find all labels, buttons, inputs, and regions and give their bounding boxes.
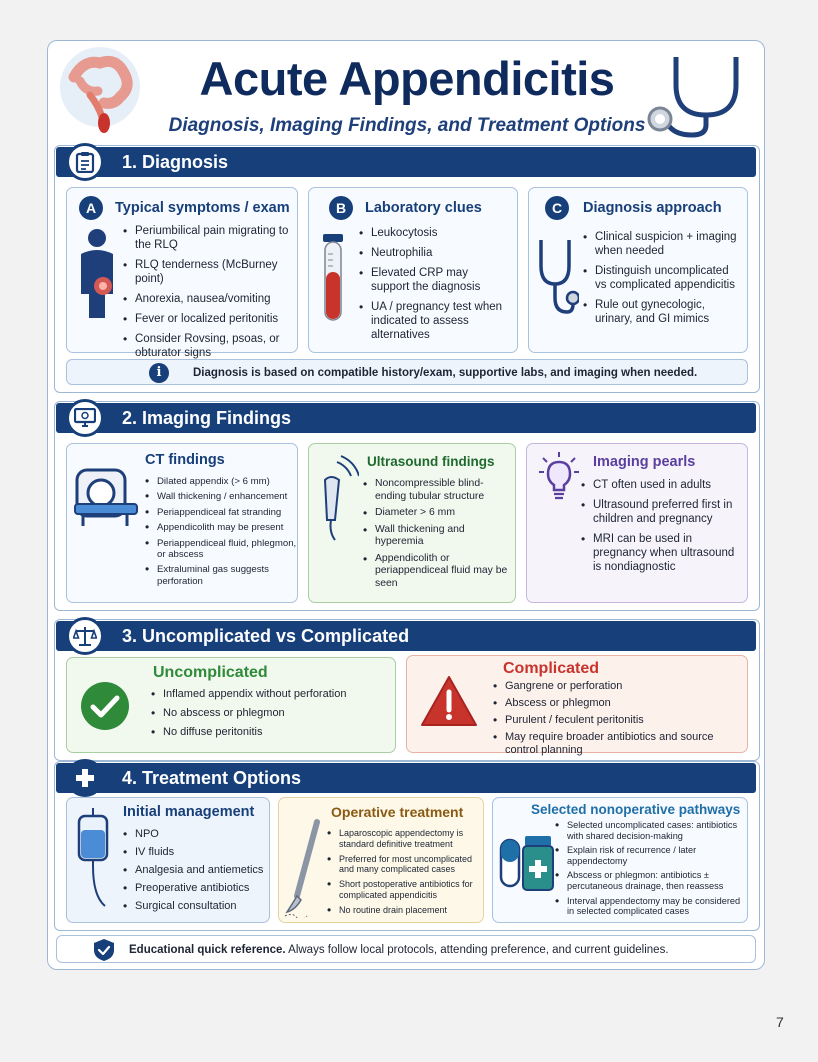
- nonoperative-list: [555, 820, 745, 921]
- list-item: • Periumbilical pain migrating to the RLQ: [123, 224, 295, 252]
- ultrasound-box: [308, 443, 516, 603]
- header: [48, 41, 765, 145]
- list-item: • Dilated appendix (> 6 mm): [145, 476, 297, 487]
- ultrasound-title: Ultrasound findings: [367, 454, 495, 469]
- pill-bottle-icon: [499, 834, 555, 894]
- list-item: • Distinguish uncomplicated vs complicated appendicitis: [583, 264, 743, 292]
- list-item: • Surgical consultation: [123, 900, 269, 912]
- complication-section-header: [56, 621, 756, 651]
- badge-b: B: [329, 196, 353, 220]
- ct-title: CT findings: [145, 452, 225, 468]
- blood-tube-icon: [319, 234, 347, 324]
- infographic-sheet: [47, 40, 765, 970]
- info-icon: i: [149, 363, 169, 383]
- list-item: • Gangrene or perforation: [493, 680, 743, 693]
- list-item: • Rule out gynecologic, urinary, and GI mimics: [583, 298, 743, 326]
- list-item: • Explain risk of recurrence / later appendectomy: [555, 845, 745, 866]
- stethoscope-icon: [533, 238, 579, 328]
- lab-list: [359, 226, 509, 348]
- list-item: • Fever or localized peritonitis: [123, 312, 295, 326]
- list-item: • Leukocytosis: [359, 226, 509, 240]
- checkmark-icon: [79, 680, 131, 732]
- ct-scanner-icon: [71, 464, 141, 534]
- list-item: • Wall thickening and hyperemia: [363, 524, 513, 549]
- medical-cross-icon: [66, 759, 104, 797]
- list-item: • MRI can be used in pregnancy when ultrasound is nondiagnostic: [581, 532, 745, 574]
- section-title: 3. Uncomplicated vs Complicated: [122, 626, 410, 646]
- page-title: Acute Appendicitis: [199, 52, 615, 105]
- iv-bag-icon: [73, 806, 113, 916]
- lab-title: Laboratory clues: [365, 200, 482, 216]
- clipboard-icon: [66, 143, 104, 181]
- uncomplicated-list: [151, 688, 391, 745]
- list-item: • RLQ tenderness (McBurney point): [123, 258, 295, 286]
- list-item: • Abscess or phlegmon: [493, 697, 743, 710]
- monitor-icon: [66, 399, 104, 437]
- list-item: • Analgesia and antiemetics: [123, 864, 269, 876]
- operative-box: [278, 797, 484, 923]
- list-item: • Consider Rovsing, psoas, or obturator signs: [123, 332, 295, 360]
- list-item: • Elevated CRP may support the diagnosis: [359, 266, 509, 294]
- list-item: • Inflamed appendix without perforation: [151, 688, 391, 701]
- page-subtitle: Diagnosis, Imaging Findings, and Treatment Options: [168, 115, 646, 136]
- symptoms-box: [66, 187, 298, 359]
- uncomplicated-title: Uncomplicated: [153, 664, 268, 681]
- diagnosis-section-header: [56, 147, 756, 177]
- section-title: 2. Imaging Findings: [122, 408, 292, 428]
- approach-box: [528, 187, 748, 353]
- footer-bold: Educational quick reference.: [129, 944, 286, 956]
- approach-title: Diagnosis approach: [583, 200, 722, 216]
- list-item: • Laparoscopic appendectomy is standard definitive treatment: [327, 828, 481, 850]
- pearls-title: Imaging pearls: [593, 454, 696, 470]
- operative-title: Operative treatment: [331, 804, 464, 820]
- initial-management-box: [66, 797, 270, 923]
- list-item: • Ultrasound preferred first in children and pregnancy: [581, 498, 745, 526]
- complicated-title: Complicated: [503, 660, 600, 677]
- scalpel-icon: [283, 818, 325, 918]
- diagnosis-note-text: Diagnosis is based on compatible history/exam, supportive labs, and imaging when needed.: [193, 367, 698, 379]
- list-item: • CT often used in adults: [581, 478, 745, 492]
- list-item: • Diameter > 6 mm: [363, 507, 513, 520]
- operative-list: [327, 828, 481, 920]
- list-item: • Preoperative antibiotics: [123, 882, 269, 894]
- list-item: • Periappendiceal fat stranding: [145, 507, 297, 518]
- initial-title: Initial management: [123, 804, 255, 820]
- list-item: • No abscess or phlegmon: [151, 707, 391, 720]
- ct-box: [66, 443, 298, 603]
- list-item: • Extraluminal gas suggests perforation: [145, 564, 297, 587]
- ultrasound-probe-icon: [315, 454, 359, 544]
- treatment-section-header: [56, 763, 756, 793]
- list-item: • Preferred for most uncomplicated and many complicated cases: [327, 854, 481, 876]
- badge-c: C: [545, 196, 569, 220]
- scales-icon: [66, 617, 104, 655]
- list-item: • Appendicolith may be present: [145, 522, 297, 533]
- diagnosis-note: [66, 359, 748, 385]
- list-item: • Noncompressible blind-ending tubular structure: [363, 478, 513, 503]
- footer-text: Always follow local protocols, attending preference, and current guidelines.: [285, 944, 669, 956]
- complicated-box: [406, 655, 748, 756]
- list-item: • May require broader antibiotics and source control planning: [493, 731, 743, 757]
- lab-box: [308, 187, 518, 353]
- list-item: • No diffuse peritonitis: [151, 726, 391, 739]
- pearls-list: [581, 478, 745, 580]
- list-item: • Periappendiceal fluid, phlegmon, or abscess: [145, 538, 297, 561]
- list-item: • Purulent / feculent peritonitis: [493, 714, 743, 727]
- section-title: 1. Diagnosis: [122, 152, 229, 172]
- list-item: • Wall thickening / enhancement: [145, 491, 297, 502]
- list-item: • Interval appendectomy may be considered in selected complicated cases: [555, 896, 745, 917]
- approach-list: [583, 230, 743, 332]
- pearls-box: [526, 443, 748, 603]
- footer-note: [56, 935, 756, 963]
- warning-icon: [419, 674, 479, 728]
- ct-list: [145, 476, 297, 591]
- list-item: • Clinical suspicion + imaging when needed: [583, 230, 743, 258]
- nonoperative-box: [492, 797, 748, 923]
- uncomplicated-box: [66, 657, 396, 753]
- complicated-list: [493, 680, 743, 761]
- page-number: 7: [776, 1014, 784, 1030]
- list-item: • Anorexia, nausea/vomiting: [123, 292, 295, 306]
- badge-a: A: [79, 196, 103, 220]
- list-item: • Selected uncomplicated cases: antibiotics with shared decision-making: [555, 820, 745, 841]
- ultrasound-list: [363, 478, 513, 594]
- list-item: • UA / pregnancy test when indicated to assess alternatives: [359, 300, 509, 342]
- nonoperative-title: Selected nonoperative pathways: [531, 802, 741, 817]
- list-item: • Neutrophilia: [359, 246, 509, 260]
- list-item: • Short postoperative antibiotics for complicated appendicitis: [327, 879, 481, 901]
- stethoscope-icon: [646, 49, 756, 141]
- list-item: • Appendicolith or periappendiceal fluid may be seen: [363, 553, 513, 591]
- symptoms-list: [123, 224, 295, 366]
- imaging-section-header: [56, 403, 756, 433]
- shield-icon: [93, 938, 115, 962]
- list-item: • No routine drain placement: [327, 905, 481, 916]
- list-item: • Abscess or phlegmon: antibiotics ± percutaneous drainage, then reassess: [555, 870, 745, 891]
- symptoms-title: Typical symptoms / exam: [115, 200, 290, 216]
- initial-list: [123, 828, 269, 918]
- list-item: • IV fluids: [123, 846, 269, 858]
- list-item: • NPO: [123, 828, 269, 840]
- section-title: 4. Treatment Options: [122, 768, 302, 788]
- body-icon: [75, 228, 119, 318]
- lightbulb-icon: [537, 450, 581, 500]
